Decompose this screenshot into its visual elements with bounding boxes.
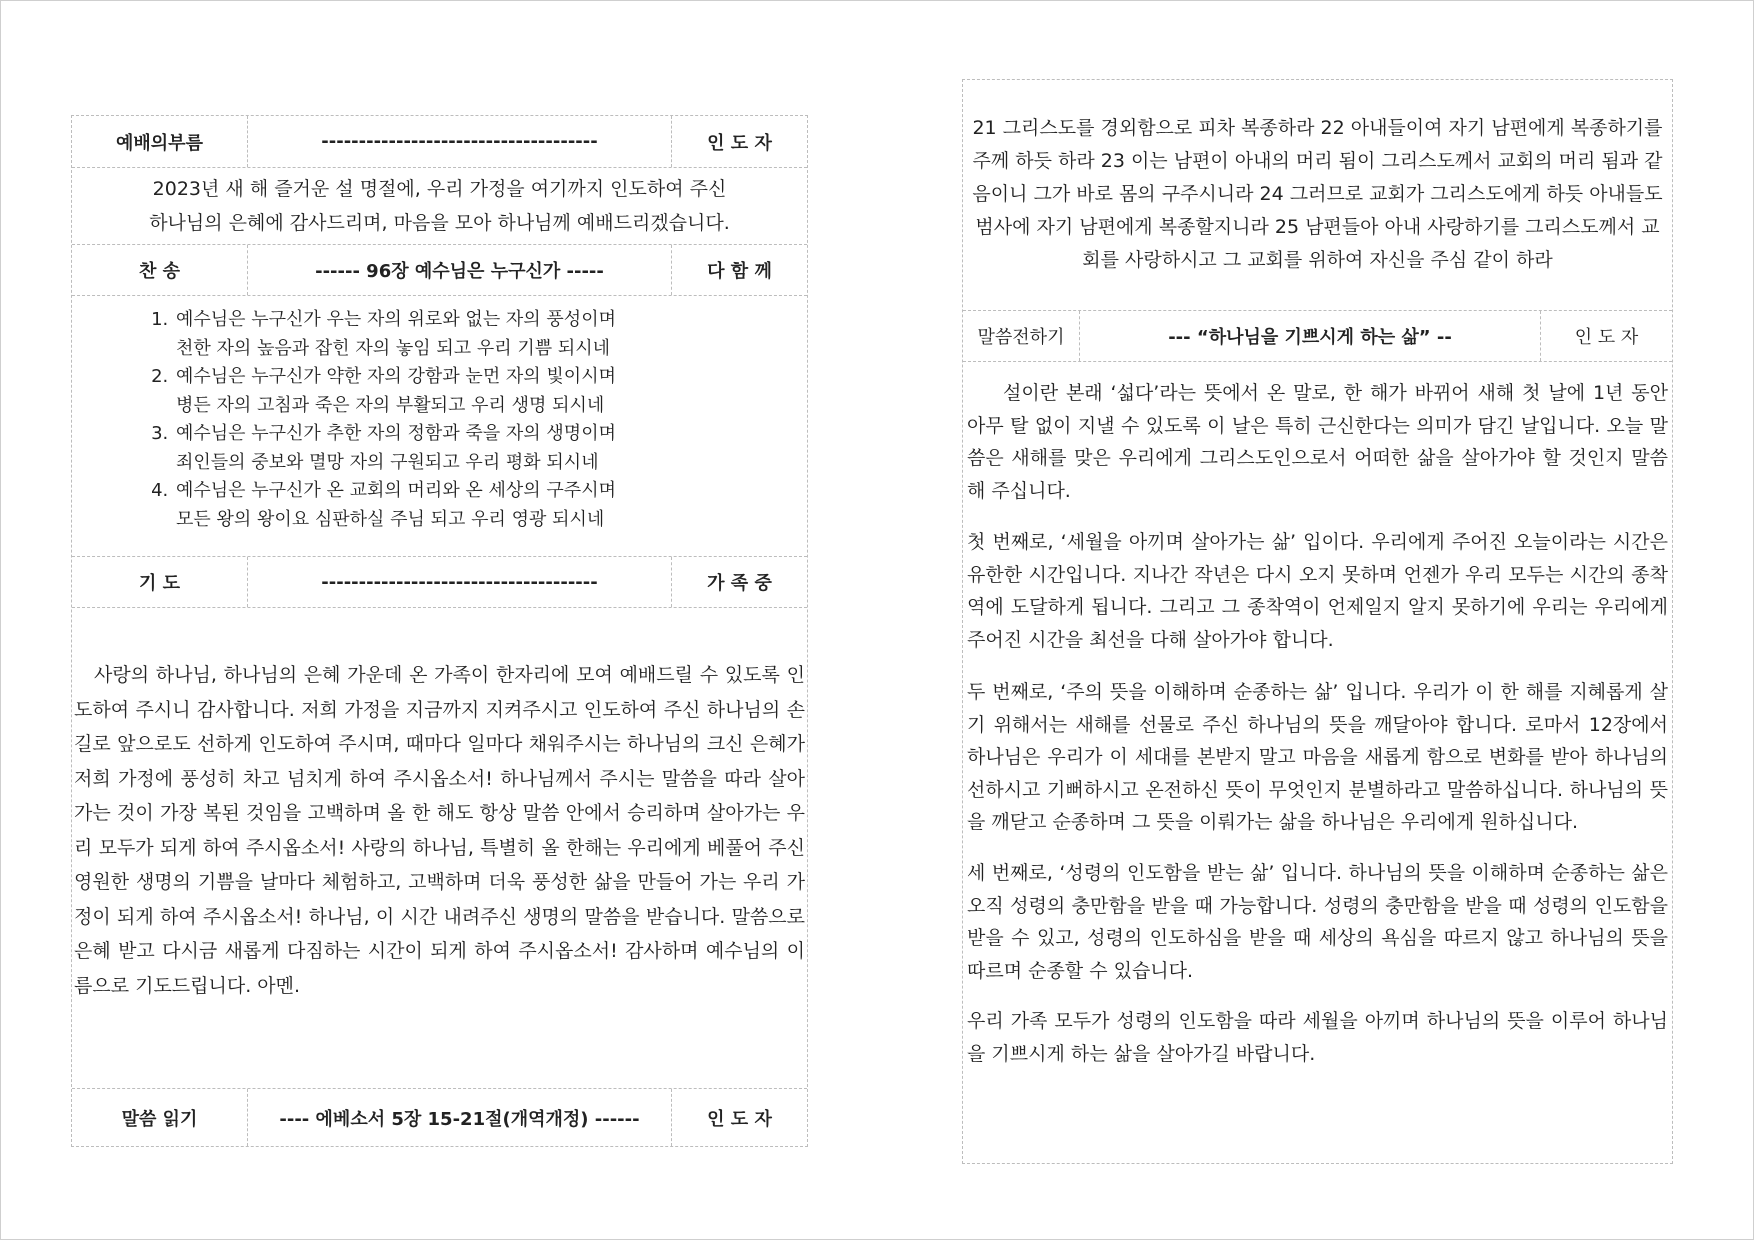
call-to-worship-header xyxy=(72,116,807,168)
call-to-worship-body xyxy=(72,168,807,244)
section-title: --- “하나님을 기쁘시게 하는 삶” -- xyxy=(1079,311,1541,361)
scripture-body xyxy=(963,80,1672,310)
section-label: 찬 송 xyxy=(138,261,181,282)
prayer-header xyxy=(72,556,807,608)
sermon-paragraph: 세 번째로, ‘성령의 인도함을 받는 삶’ 입니다. 하나님의 뜻을 이해하며 순종하는 삶은 오직 성령의 충만함을 받을 때 가능합니다. 성령의 충만함을 받을 때 성령의 인도함을 받을 수 있고, 성령의 인도하심을 받을 때 세상의 욕심을 따르지 않고 하나님의 뜻을 따르며 순종할 수 있습니다. xyxy=(967,862,1668,982)
call-to-worship-line: 2023년 새 해 즐거운 설 명절에, 우리 가정을 여기까지 인도하여 주신 xyxy=(152,178,727,200)
hymn-header xyxy=(72,244,807,296)
prayer-body xyxy=(72,608,807,1088)
section-leader: 인 도 자 xyxy=(707,1108,772,1130)
section-label: 말씀 읽기 xyxy=(121,1108,198,1130)
sermon-paragraph: 설이란 본래 ‘섧다’라는 뜻에서 온 말로, 한 해가 바뀌어 새해 첫 날에 1년 동안 아무 탈 없이 지낼 수 있도록 이 날은 특히 근신한다는 의미가 담긴 날입니다. 오늘 말씀은 새해를 맞은 우리에게 그리스도인으로서 어떠한 삶을 살아가야 할 것인지 말씀해 주십니다. xyxy=(967,382,1668,502)
section-leader: 다 함 께 xyxy=(707,261,772,282)
sermon-paragraph: 첫 번째로, ‘세월을 아끼며 살아가는 삶’ 입이다. 우리에게 주어진 오늘이라는 시간은 유한한 시간입니다. 지나간 작년은 다시 오지 못하며 언젠가 우리 모두는 시간의 종착역에 도달하게 됩니다. 그리고 그 종착역이 언제일지 알지 못하기에 우리는 우리에게 주어진 시간을 최선을 다해 살아가야 합니다. xyxy=(967,531,1668,651)
hymn-verse: 1. 예수님은 누구신가 우는 자의 위로와 없는 자의 풍성이며 천한 자의 높음과 잡힌 자의 놓임 되고 우리 기쁨 되시네 xyxy=(174,306,616,363)
section-leader: 인 도 자 xyxy=(707,132,772,154)
call-to-worship-line: 하나님의 은혜에 감사드리며, 마음을 모아 하나님께 예배드리겠습니다. xyxy=(149,212,730,234)
section-title: ------------------------------------- xyxy=(247,116,672,167)
left-page xyxy=(71,115,808,1147)
right-page xyxy=(962,79,1673,1164)
section-label: 말씀전하기 xyxy=(977,327,1065,348)
scripture-text: 21 그리스도를 경외함으로 피차 복종하라 22 아내들이여 자기 남편에게 복종하기를 주께 하듯 하라 23 이는 남편이 아내의 머리 됨이 그리스도께서 교회의 머리 됨과 같음이니 그가 바로 몸의 구주시니라 24 그러므로 교회가 그리스도에게 하듯 아내들도 범사에 자기 남편에게 복종할지니라 25 남편들아 아내 사랑하기를 그리스도께서 교회를 사랑하시고 그 교회를 위하여 자신을 주심 같이 하라 xyxy=(972,117,1663,271)
hymn-verse: 4. 예수님은 누구신가 온 교회의 머리와 온 세상의 구주시며 모든 왕의 왕이요 심판하실 주님 되고 우리 영광 되시네 xyxy=(174,477,616,534)
reading-header xyxy=(72,1088,807,1146)
hymn-body xyxy=(72,296,807,556)
section-title: ------------------------------------- xyxy=(247,557,672,607)
hymn-verse: 3. 예수님은 누구신가 추한 자의 정함과 죽을 자의 생명이며 죄인들의 중보와 멸망 자의 구원되고 우리 평화 되시네 xyxy=(174,420,616,477)
section-title: ------ 96장 예수님은 누구신가 ----- xyxy=(247,245,672,295)
section-label: 기 도 xyxy=(138,573,181,594)
section-title: ---- 에베소서 5장 15-21절(개역개정) ------ xyxy=(247,1089,672,1146)
sermon-header xyxy=(963,310,1672,362)
sermon-paragraph: 두 번째로, ‘주의 뜻을 이해하며 순종하는 삶’ 입니다. 우리가 이 한 해를 지혜롭게 살기 위해서는 새해를 선물로 주신 하나님의 뜻을 깨달아야 합니다. 로마서 12장에서 하나님은 우리가 이 세대를 본받지 말고 마음을 새롭게 함으로 변화를 받아 하나님의 선하시고 기뻐하시고 온전하신 뜻이 무엇인지 분별하라고 말씀하십니다. 하나님의 뜻을 깨닫고 순종하며 그 뜻을 이뤄가는 삶을 하나님은 우리에게 원하십니다. xyxy=(967,681,1668,833)
sermon-paragraph: 우리 가족 모두가 성령의 인도함을 따라 세월을 아끼며 하나님의 뜻을 이루어 하나님을 기쁘시게 하는 삶을 살아가길 바랍니다. xyxy=(967,1010,1668,1065)
hymn-verses xyxy=(154,306,616,534)
prayer-text: 사랑의 하나님, 하나님의 은혜 가운데 온 가족이 한자리에 모여 예배드릴 수 있도록 인도하여 주시니 감사합니다. 저희 가정을 지금까지 지켜주시고 인도하여 주신 하나님의 손길로 앞으로도 선하게 인도하여 주시며, 때마다 일마다 채워주시는 하나님의 크신 은혜가 저희 가정에 풍성히 차고 넘치게 하여 주시옵소서! 하나님께서 주시는 말씀을 따라 살아가는 것이 가장 복된 것임을 고백하며 올 한 해도 항상 말씀 안에서 승리하며 살아가는 우리 모두가 되게 하여 주시옵소서! 사랑의 하나님, 특별히 올 한해는 우리에게 베풀어 주신 영원한 생명의 기쁨을 날마다 체험하고, 고백하며 더욱 풍성한 삶을 만들어 가는 우리 가정이 되게 하여 주시옵소서! 하나님, 이 시간 내려주신 생명의 말씀을 받습니다. 말씀으로 은혜 받고 다시금 새롭게 다짐하는 시간이 되게 하여 주시옵소서! 감사하며 예수님의 이름으로 기도드립니다. 아멘. xyxy=(74,664,805,997)
section-label: 예배의부름 xyxy=(116,132,203,154)
section-leader: 인 도 자 xyxy=(1574,327,1639,348)
hymn-verse: 2. 예수님은 누구신가 약한 자의 강함과 눈먼 자의 빛이시며 병든 자의 고침과 죽은 자의 부활되고 우리 생명 되시네 xyxy=(174,363,616,420)
section-leader: 가 족 중 xyxy=(707,573,772,594)
